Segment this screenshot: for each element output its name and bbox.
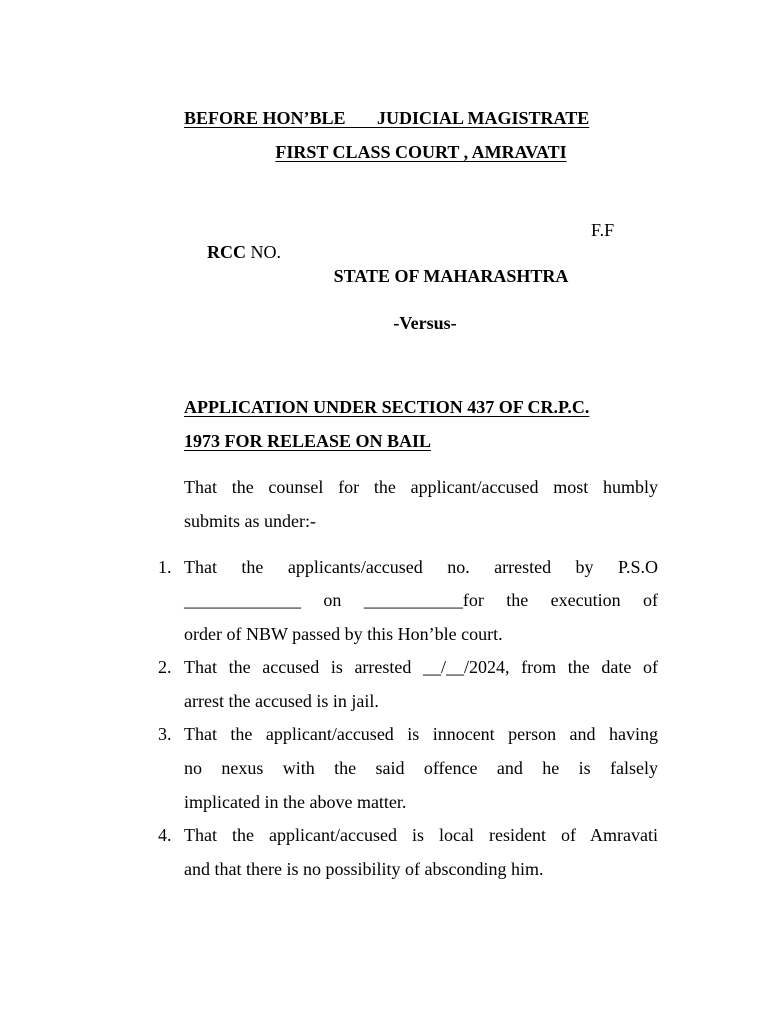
- list-item-line: _____________ on ___________for the execution of: [184, 590, 658, 610]
- intro-line-2: submits as under:-: [184, 511, 316, 531]
- list-item-line: That the applicant/accused is local resident of Amravati: [184, 825, 658, 845]
- application-title-line-2: 1973 FOR RELEASE ON BAIL: [184, 431, 432, 451]
- intro-line-1: That the counsel for the applicant/accused most humbly: [184, 477, 658, 497]
- rcc-label: RCC: [207, 242, 246, 262]
- list-item-line: That the applicant/accused is innocent person and having: [184, 724, 658, 744]
- list-item-line: arrest the accused is in jail.: [184, 691, 379, 711]
- list-item-line: no nexus with the said offence and he is falsely: [184, 758, 658, 778]
- versus-label: -Versus-: [393, 313, 457, 333]
- ff-label: F.F: [591, 220, 615, 240]
- list-item-number: 3.: [158, 724, 172, 744]
- court-heading-line-2: FIRST CLASS COURT , AMRAVATI: [275, 142, 567, 162]
- list-item-number: 1.: [158, 557, 172, 577]
- list-item-line: implicated in the above matter.: [184, 792, 407, 812]
- list-item-line: order of NBW passed by this Hon’ble court.: [184, 624, 503, 644]
- court-heading-line-1: BEFORE HON’BLE JUDICIAL MAGISTRATE: [184, 108, 590, 128]
- list-item-line: That the applicants/accused no. arrested by P.S.O: [184, 557, 658, 577]
- list-item-number: 4.: [158, 825, 172, 845]
- no-label: NO.: [246, 242, 281, 262]
- application-title-line-1: APPLICATION UNDER SECTION 437 OF CR.P.C.: [184, 397, 590, 417]
- list-item-number: 2.: [158, 657, 172, 677]
- list-item-line: and that there is no possibility of absconding him.: [184, 859, 544, 879]
- party-state: STATE OF MAHARASHTRA: [333, 266, 569, 286]
- list-item-line: That the accused is arrested __/__/2024, from the date of: [184, 657, 658, 677]
